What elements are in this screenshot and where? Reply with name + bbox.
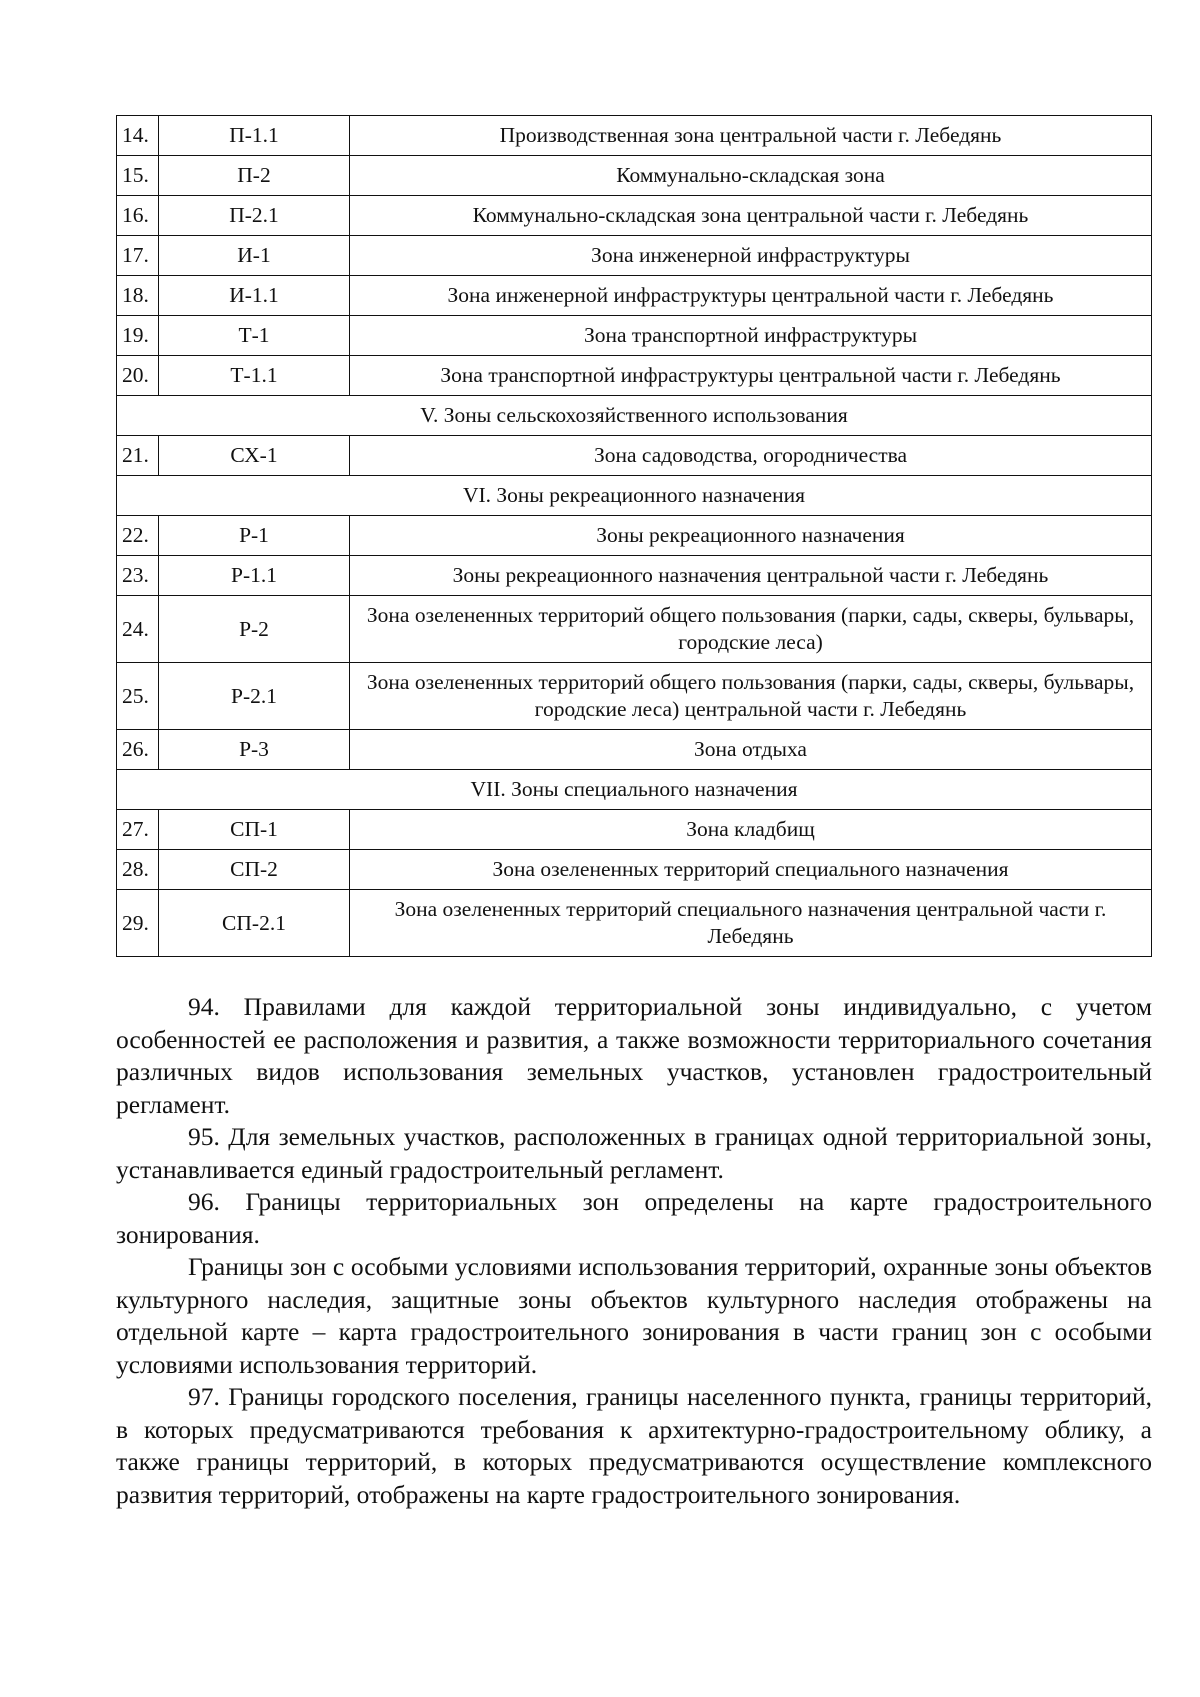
table-row [117, 356, 1152, 396]
zones-table [116, 115, 1152, 957]
paragraph: Границы зон с особыми условиями использования территорий, охранные зоны объектов культурного наследия, защитные зоны объектов культурного наследия отображены на отдельной карте – карта градостроительного зонирования в части границ зон с особыми условиями использования территорий. [116, 1252, 1152, 1379]
row-number: 14. [117, 116, 159, 156]
zone-code: Р-1 [159, 516, 350, 556]
row-number: 16. [117, 196, 159, 236]
zone-code: Р-1.1 [159, 556, 350, 596]
row-number: 29. [117, 890, 159, 957]
zone-code: И-1.1 [159, 276, 350, 316]
table-row [117, 730, 1152, 770]
table-row [117, 850, 1152, 890]
paragraph: 94. Правилами для каждой территориальной зоны индивидуально, с учетом особенностей ее расположения и развития, а также возможности территориального сочетания различных видов использования земельных участков, установлен градостроительный регламент. [116, 992, 1152, 1119]
zone-name: Зона инженерной инфраструктуры центральной части г. Лебедянь [350, 276, 1152, 316]
table-row [117, 596, 1152, 663]
table-row [117, 556, 1152, 596]
row-number: 20. [117, 356, 159, 396]
zone-name: Зона озелененных территорий общего пользования (парки, сады, скверы, бульвары, городские леса) центральной части г. Лебедянь [350, 663, 1152, 730]
zone-name: Зона кладбищ [350, 810, 1152, 850]
zone-code: СХ-1 [159, 436, 350, 476]
zone-name: Производственная зона центральной части г. Лебедянь [350, 116, 1152, 156]
row-number: 25. [117, 663, 159, 730]
zone-code: Т-1 [159, 316, 350, 356]
zone-code: СП-2.1 [159, 890, 350, 957]
zone-name: Зона озелененных территорий специального назначения центральной части г. Лебедянь [350, 890, 1152, 957]
text-block [116, 991, 1152, 1511]
row-number: 15. [117, 156, 159, 196]
zone-name: Коммунально-складская зона центральной части г. Лебедянь [350, 196, 1152, 236]
zone-code: Р-3 [159, 730, 350, 770]
zone-name: Зона озелененных территорий общего пользования (парки, сады, скверы, бульвары, городские леса) [350, 596, 1152, 663]
row-number: 17. [117, 236, 159, 276]
section-title: VI. Зоны рекреационного назначения [117, 476, 1152, 516]
row-number: 28. [117, 850, 159, 890]
zone-code: СП-2 [159, 850, 350, 890]
table-row [117, 316, 1152, 356]
zone-code: П-2 [159, 156, 350, 196]
zone-name: Коммунально-складская зона [350, 156, 1152, 196]
row-number: 23. [117, 556, 159, 596]
zone-name: Зона садоводства, огородничества [350, 436, 1152, 476]
zone-code: Р-2 [159, 596, 350, 663]
zone-name: Зоны рекреационного назначения центральной части г. Лебедянь [350, 556, 1152, 596]
table-row [117, 436, 1152, 476]
zone-code: Т-1.1 [159, 356, 350, 396]
zone-code: П-1.1 [159, 116, 350, 156]
zones-table-body [117, 116, 1152, 957]
paragraph: 96. Границы территориальных зон определены на карте градостроительного зонирования. [116, 1187, 1152, 1249]
zone-name: Зона отдыха [350, 730, 1152, 770]
row-number: 19. [117, 316, 159, 356]
zone-name: Зона озелененных территорий специального назначения [350, 850, 1152, 890]
section-title: VII. Зоны специального назначения [117, 770, 1152, 810]
row-number: 22. [117, 516, 159, 556]
zone-code: П-2.1 [159, 196, 350, 236]
zone-name: Зона инженерной инфраструктуры [350, 236, 1152, 276]
table-row [117, 236, 1152, 276]
table-row [117, 810, 1152, 850]
table-row [117, 156, 1152, 196]
zone-name: Зоны рекреационного назначения [350, 516, 1152, 556]
row-number: 26. [117, 730, 159, 770]
row-number: 27. [117, 810, 159, 850]
zone-code: И-1 [159, 236, 350, 276]
table-row [117, 890, 1152, 957]
row-number: 21. [117, 436, 159, 476]
section-title: V. Зоны сельскохозяйственного использования [117, 396, 1152, 436]
section-header-row [117, 770, 1152, 810]
table-row [117, 663, 1152, 730]
zone-name: Зона транспортной инфраструктуры [350, 316, 1152, 356]
table-row [117, 116, 1152, 156]
table-row [117, 276, 1152, 316]
paragraph: 97. Границы городского поселения, границы населенного пункта, границы территорий, в которых предусматриваются требования к архитектурно-градостроительному облику, а также границы территорий, в которых предусматриваются осуществление комплексного развития территорий, отображены на карте градостроительного зонирования. [116, 1382, 1152, 1509]
table-row [117, 516, 1152, 556]
zone-code: СП-1 [159, 810, 350, 850]
zone-code: Р-2.1 [159, 663, 350, 730]
row-number: 18. [117, 276, 159, 316]
zone-name: Зона транспортной инфраструктуры центральной части г. Лебедянь [350, 356, 1152, 396]
section-header-row [117, 396, 1152, 436]
section-header-row [117, 476, 1152, 516]
document-page [116, 115, 1152, 1511]
paragraph: 95. Для земельных участков, расположенных в границах одной территориальной зоны, устанавливается единый градостроительный регламент. [116, 1122, 1152, 1184]
table-row [117, 196, 1152, 236]
row-number: 24. [117, 596, 159, 663]
